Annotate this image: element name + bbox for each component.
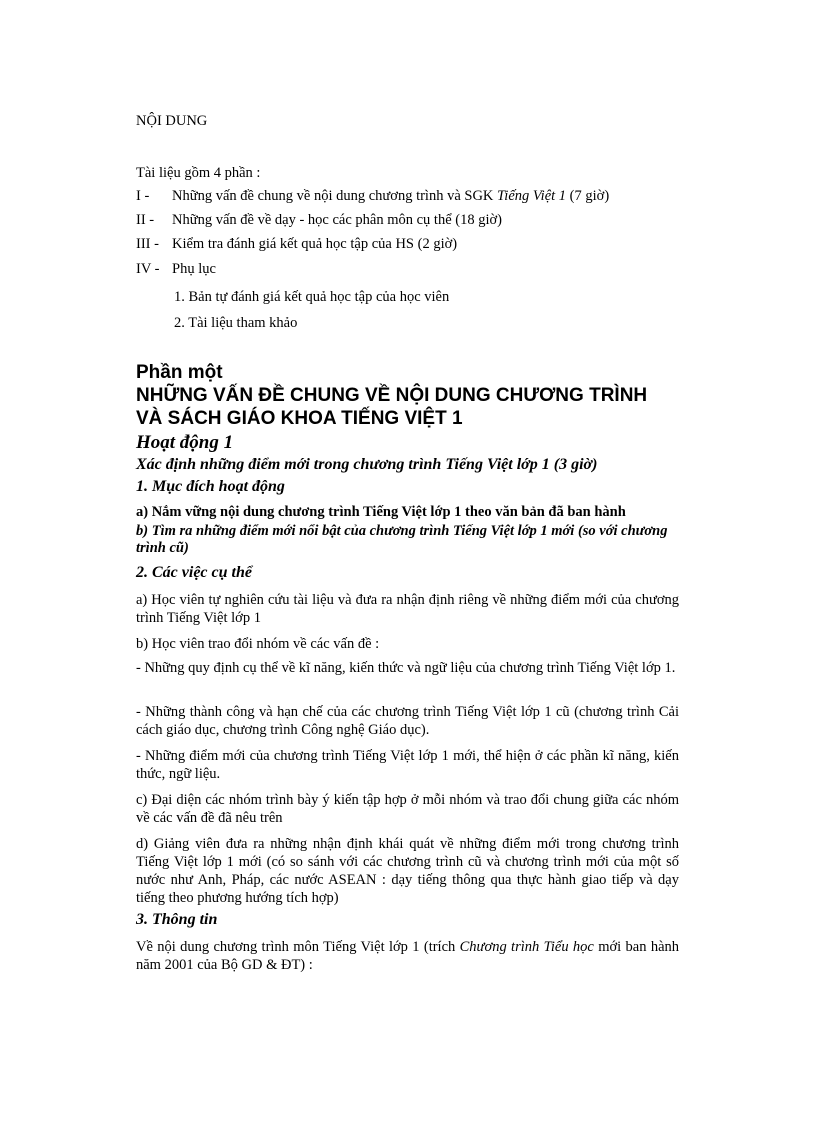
part-title-line-2: VÀ SÁCH GIÁO KHOA TIẾNG VIỆT 1 xyxy=(136,408,463,429)
section-3-text-italic: Chương trình Tiểu học xyxy=(459,939,594,955)
toc-number: I - xyxy=(136,188,150,204)
appendix-item-1: 1. Bản tự đánh giá kết quả học tập của học viên xyxy=(174,289,450,305)
toc-number: IV - xyxy=(136,261,160,277)
part-label: Phần một xyxy=(136,362,223,383)
section-3-text: Về nội dung chương trình môn Tiếng Việt lớp 1 (trích xyxy=(136,939,460,955)
section-2-paragraph: a) Học viên tự nghiên cứu tài liệu và đưa ra nhận định riêng về những điểm mới của chương trình Tiếng Việt lớp 1 xyxy=(136,592,679,626)
section-2-paragraph: d) Giảng viên đưa ra những nhận định khái quát về những điểm mới trong chương trình Tiếng Việt lớp 1 mới (có so sánh với các chương trình cũ và chương trình mới của một số nước như Anh, Pháp, các nước ASEAN : dạy tiếng thông qua thực hành giao tiếp và dạy tiếng theo phương hướng tích hợp) xyxy=(136,836,679,906)
toc-text: Những vấn đề về dạy - học các phân môn cụ thể (18 giờ) xyxy=(172,212,502,228)
intro-line: Tài liệu gồm 4 phần : xyxy=(136,165,261,181)
toc-number: II - xyxy=(136,212,155,228)
section-2-paragraph: c) Đại diện các nhóm trình bày ý kiến tập hợp ở mỗi nhóm và trao đổi chung giữa các nhóm về các vấn đề đã nêu trên xyxy=(136,792,679,826)
toc-item-4 xyxy=(136,261,216,278)
section-3-title: 3. Thông tin xyxy=(136,911,218,928)
part-title-line-1: NHỮNG VẤN ĐỀ CHUNG VỀ NỘI DUNG CHƯƠNG TRÌNH xyxy=(136,385,648,406)
section-1-title: 1. Mục đích hoạt động xyxy=(136,478,285,495)
toc-item-3 xyxy=(136,236,457,253)
section-1-item-a: a) Nắm vững nội dung chương trình Tiếng Việt lớp 1 theo văn bản đã ban hành xyxy=(136,504,626,520)
section-3-text-after: mới ban hành năm 2001 của Bộ GD & ĐT) : xyxy=(136,939,679,973)
activity-title: Hoạt động 1 xyxy=(136,432,234,453)
toc-item-2 xyxy=(136,212,502,229)
section-2-paragraph: b) Học viên trao đổi nhóm về các vấn đề : xyxy=(136,636,380,652)
section-1-item-b: b) Tìm ra những điểm mới nổi bật của chương trình Tiếng Việt lớp 1 mới (so với chương trình cũ) xyxy=(136,523,668,556)
toc-text: Kiểm tra đánh giá kết quả học tập của HS (2 giờ) xyxy=(172,236,458,252)
toc-item-1 xyxy=(136,188,609,205)
page-heading: NỘI DUNG xyxy=(136,113,208,129)
toc-number: III - xyxy=(136,236,159,252)
activity-subtitle: Xác định những điểm mới trong chương trình Tiếng Việt lớp 1 (3 giờ) xyxy=(136,456,598,473)
appendix-item-2: 2. Tài liệu tham khảo xyxy=(174,315,298,331)
section-2-paragraph: - Những thành công và hạn chế của các chương trình Tiếng Việt lớp 1 cũ (chương trình Cải cách giáo dục, chương trình Công nghệ Giáo dục). xyxy=(136,704,679,738)
toc-text: Phụ lục xyxy=(172,261,216,277)
section-2-paragraph: - Những điểm mới của chương trình Tiếng Việt lớp 1 mới, thể hiện ở các phần kĩ năng, kiến thức, ngữ liệu. xyxy=(136,748,679,782)
section-3-paragraph xyxy=(136,938,679,974)
section-2-paragraph: - Những quy định cụ thể về kĩ năng, kiến thức và ngữ liệu của chương trình Tiếng Việt lớp 1. xyxy=(136,660,676,676)
toc-text-italic: Tiếng Việt 1 xyxy=(497,188,567,204)
toc-text-after: (7 giờ) xyxy=(566,188,610,204)
section-2-title: 2. Các việc cụ thể xyxy=(136,564,252,581)
toc-text: Những vấn đề chung về nội dung chương trình và SGK xyxy=(172,188,498,204)
